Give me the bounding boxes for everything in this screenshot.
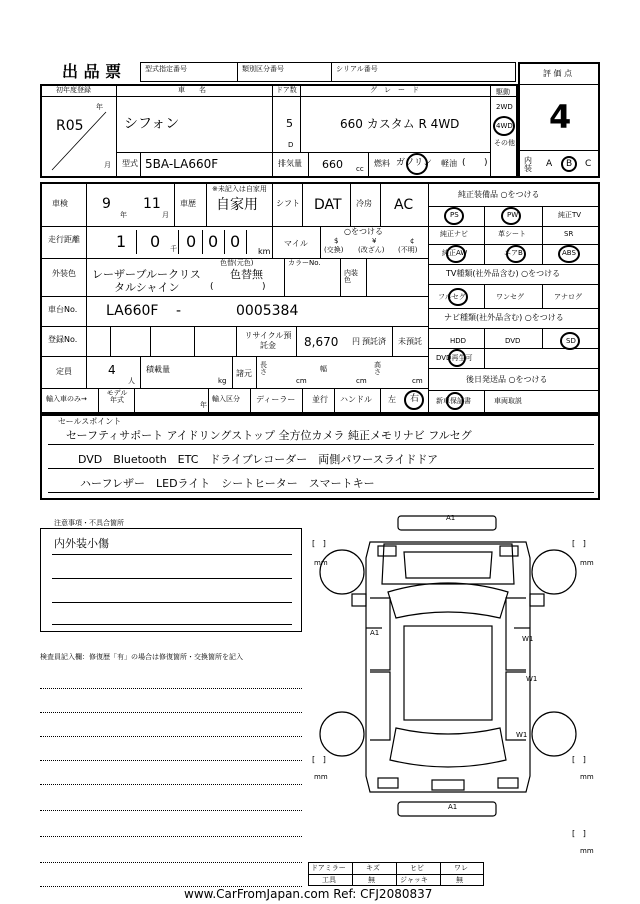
inspection-month: 11 xyxy=(143,196,161,212)
legend-h-mirror: ドアミラー xyxy=(311,864,346,872)
interior-b: B xyxy=(566,159,573,169)
fuel-paren-close: ) xyxy=(484,158,488,168)
legend-v-jack: ジャッキ xyxy=(400,876,428,884)
interior-b-circle xyxy=(561,156,577,172)
thousand-unit: 千 xyxy=(170,245,177,253)
history-label: 車歴 xyxy=(180,199,196,208)
diagram-mark-right-wheel: W1 xyxy=(516,731,528,739)
equipment-title: 純正装備品 ○をつける xyxy=(458,190,540,199)
grade-value: 660 カスタム R 4WD xyxy=(340,117,460,131)
displacement-value: 660 xyxy=(322,158,343,171)
mileage-label: 走行距離 xyxy=(48,235,80,244)
legend-v-1: 無 xyxy=(368,876,375,884)
load-label: 積載量 xyxy=(146,365,170,374)
legend-h-scratch: キズ xyxy=(366,864,380,872)
equip-aw: 純正AW xyxy=(442,249,468,257)
chassis-dash: - xyxy=(176,303,182,319)
width-label: 幅 xyxy=(320,365,327,373)
diagram-mark-front: A1 xyxy=(446,514,456,522)
sales-line-2: DVD Bluetooth ETC ドライブレコーダー 両側パワースライドドア xyxy=(78,453,439,466)
first-reg-label: 初年度登録 xyxy=(56,86,91,94)
drive-4wd-circle xyxy=(493,116,515,136)
diagram-mark-right-front: W1 xyxy=(522,635,534,643)
shift-value: DAT xyxy=(314,197,342,213)
legend-h-crack: ヒビ xyxy=(410,864,424,872)
equip-sr: SR xyxy=(564,230,574,238)
circle-instruction: ○をつける xyxy=(344,227,383,236)
history-note: ※未記入は自家用 xyxy=(212,185,267,193)
handle-right-circle xyxy=(404,390,424,410)
model-year-unit: 年 xyxy=(200,401,207,409)
dvd-play-circle xyxy=(448,349,466,367)
person-unit: 人 xyxy=(128,377,135,385)
model-label: 型式 xyxy=(122,159,138,168)
car-name-value: シフォン xyxy=(124,116,180,132)
handle-left: 左 xyxy=(388,395,396,404)
model-value: 5BA-LA660F xyxy=(145,157,219,171)
interior-c: C xyxy=(585,159,592,169)
meter-unknown-sym: ¢ xyxy=(410,237,415,245)
chassis-number: 0005384 xyxy=(236,303,299,319)
first-reg-slash xyxy=(48,104,110,174)
import-class-label: 輸入区分 xyxy=(212,395,240,403)
dvd-play: DVD再生可 xyxy=(436,354,473,362)
mile-label: マイル xyxy=(284,239,308,248)
header-fields xyxy=(140,62,516,82)
parallel-option: 並行 xyxy=(312,395,328,404)
diagram-mark-left-door: A1 xyxy=(370,629,380,637)
car-name-label: 車 名 xyxy=(178,86,206,94)
shift-label: シフト xyxy=(276,199,300,208)
ac-label: 冷房 xyxy=(356,199,372,208)
later-manual: 車両取説 xyxy=(494,397,522,405)
car-damage-diagram xyxy=(300,508,610,868)
later-warranty: 新車保証書 xyxy=(436,397,471,405)
mm-label-bottom: mm xyxy=(580,847,594,855)
chassis-model: LA660F xyxy=(106,303,159,319)
interior-color-label: 内装色 xyxy=(344,269,358,284)
km-unit: km xyxy=(258,247,271,256)
fuel-gasoline-circle xyxy=(406,153,428,175)
equip-abs-circle xyxy=(558,245,580,263)
sales-line-3: ハーフレザー LEDライト シートヒーター スマートキー xyxy=(80,477,375,490)
fuel-gasoline: ガソリン xyxy=(396,158,433,168)
diesel-label: 軽油 xyxy=(441,159,457,168)
recycle-label: リサイクル預託金 xyxy=(244,331,292,350)
mm-label-br: mm xyxy=(580,773,594,781)
interior-label: 内装 xyxy=(524,156,532,173)
class-label: 類別区分番号 xyxy=(242,65,284,73)
page-title: 出 品 票 xyxy=(62,62,122,81)
equip-pw-circle xyxy=(501,207,521,225)
history-value: 自家用 xyxy=(216,197,258,213)
color-label: 外装色 xyxy=(52,269,76,278)
serial-label: シリアル番号 xyxy=(336,65,378,73)
inspection-label: 車検 xyxy=(52,199,68,208)
cc-unit: cc xyxy=(356,165,364,173)
year-unit: 年 xyxy=(96,103,103,111)
color-line1: レーザーブルークリス xyxy=(92,268,201,281)
mm-bracket-tr: [ ] xyxy=(572,539,586,548)
mileage-digit-2: 0 xyxy=(150,232,161,251)
color-paren-open: ( xyxy=(210,282,214,292)
length-label: 長さ xyxy=(260,361,267,376)
equip-leather: 革シート xyxy=(498,230,526,238)
doors-value: 5 xyxy=(286,117,293,130)
color-no-label: 色替(元色) xyxy=(220,259,254,267)
equip-abs: ABS xyxy=(562,249,576,257)
import-label: 輸入車のみ→ xyxy=(46,395,87,403)
color-change: 色替無 xyxy=(230,268,263,281)
displacement-label: 排気量 xyxy=(278,159,302,168)
model-year-label: モデル年式 xyxy=(106,389,128,404)
legend-h-break: ワレ xyxy=(454,864,468,872)
tv-fullseg: フルセグ xyxy=(438,293,466,301)
inspection-month-unit: 月 xyxy=(162,211,169,219)
tv-analog: アナログ xyxy=(554,293,582,301)
mm-label-bl: mm xyxy=(314,773,328,781)
meter-exchange: (交換) xyxy=(324,246,344,254)
mileage-digit-1: 1 xyxy=(116,232,127,251)
mm-bracket-bl: [ ] xyxy=(312,755,326,764)
recycle-done: 預託済 xyxy=(362,337,386,346)
inspector-label: 検査員記入欄：修復歴「有」の場合は修復箇所・交換箇所を記入 xyxy=(40,653,243,661)
reg-no-label: 登録No. xyxy=(48,335,78,344)
capacity-value: 4 xyxy=(108,363,116,377)
month-unit: 月 xyxy=(104,161,111,169)
meter-exchange-sym: $ xyxy=(334,237,339,245)
diagram-mark-rear: A1 xyxy=(448,803,458,811)
mm-bracket-bottom: [ ] xyxy=(572,829,586,838)
score-value: 4 xyxy=(549,98,572,136)
first-reg-value: R05 xyxy=(56,118,84,134)
meter-unknown: (不明) xyxy=(398,246,418,254)
score-label: 評 価 点 xyxy=(543,69,573,78)
height-cm-unit: cm xyxy=(412,377,423,385)
legend-v-tool: 工具 xyxy=(322,876,336,884)
width-cm-unit: cm xyxy=(356,377,367,385)
legend-v-2: 無 xyxy=(456,876,463,884)
grade-label: グ レ ー ド xyxy=(370,86,419,94)
equip-airbag-circle xyxy=(506,245,526,263)
drive-4wd: 4WD xyxy=(496,122,513,130)
doors-unit: D xyxy=(288,141,294,149)
doors-label: ドア数 xyxy=(276,86,297,94)
capacity-label: 定員 xyxy=(56,367,72,376)
mm-bracket-tl: [ ] xyxy=(312,539,326,548)
recycle-unit: 円 xyxy=(352,337,360,346)
mileage-digit-4: 0 xyxy=(208,232,219,251)
tv-title: TV種類(社外品含む) ○をつける xyxy=(446,269,561,278)
equip-airbag: エアB xyxy=(504,249,523,257)
mileage-digit-5: 0 xyxy=(230,232,241,251)
length-cm-unit: cm xyxy=(296,377,307,385)
fuel-paren-open: ( xyxy=(462,158,466,168)
tv-fullseg-circle xyxy=(448,288,468,306)
inspection-year-unit: 年 xyxy=(120,211,127,219)
mm-label-tl: mm xyxy=(314,559,328,567)
interior-a: A xyxy=(546,159,553,169)
mileage-digit-3: 0 xyxy=(186,232,197,251)
equip-navi: 純正ナビ xyxy=(440,230,468,238)
equip-ps: PS xyxy=(450,211,459,219)
sales-line-1: セーフティサポート アイドリングストップ 全方位カメラ 純正メモリナビ フルセグ xyxy=(66,429,472,442)
navi-title: ナビ種類(社外品含む) ○をつける xyxy=(444,313,564,322)
navi-hdd: HDD xyxy=(450,337,467,345)
footer-watermark: www.CarFromJapan.com Ref: CFJ2080837 xyxy=(184,887,433,901)
fuel-label: 燃料 xyxy=(374,159,390,168)
inspection-year: 9 xyxy=(102,196,111,212)
meter-tamper-sym: ¥ xyxy=(372,237,377,245)
kg-unit: kg xyxy=(218,377,227,385)
ac-value: AC xyxy=(394,197,414,213)
notes-label: 注意事項・不具合箇所 xyxy=(54,519,124,527)
recycle-amount: 8,670 xyxy=(304,335,339,349)
sales-points-label: セールスポイント xyxy=(58,417,122,426)
drive-2wd: 2WD xyxy=(496,103,513,111)
later-title: 後日発送品 ○をつける xyxy=(466,375,548,384)
handle-label: ハンドル xyxy=(340,395,372,404)
notes-text: 内外装小傷 xyxy=(54,537,109,550)
diagram-mark-right-rear: W1 xyxy=(526,675,538,683)
mm-label-tr: mm xyxy=(580,559,594,567)
handle-right: 右 xyxy=(410,394,420,404)
equip-tv: 純正TV xyxy=(558,211,582,219)
mm-bracket-br: [ ] xyxy=(572,755,586,764)
tv-oneseg: ワンセグ xyxy=(496,293,524,301)
equip-ps-circle xyxy=(444,207,464,225)
later-warranty-circle xyxy=(446,392,464,410)
color-no-box-label: カラーNo. xyxy=(288,259,321,267)
recycle-not: 未預託 xyxy=(398,337,422,346)
meter-tamper: (改ざん) xyxy=(358,246,385,254)
color-paren-close: ) xyxy=(262,282,266,292)
model-cert-label: 型式指定番号 xyxy=(145,65,187,73)
chassis-label: 車台No. xyxy=(48,305,78,314)
color-line2: タルシャイン xyxy=(114,281,180,294)
navi-sd: SD xyxy=(566,337,576,345)
dim-label: 諸元 xyxy=(236,369,252,378)
drive-other: その他 xyxy=(494,139,515,147)
height-label: 高さ xyxy=(374,361,381,376)
navi-dvd: DVD xyxy=(505,337,521,345)
equip-pw: PW xyxy=(507,211,519,219)
drive-label: 駆動 xyxy=(496,88,510,96)
equip-aw-circle xyxy=(446,245,466,263)
dealer-option: ディーラー xyxy=(256,395,296,404)
